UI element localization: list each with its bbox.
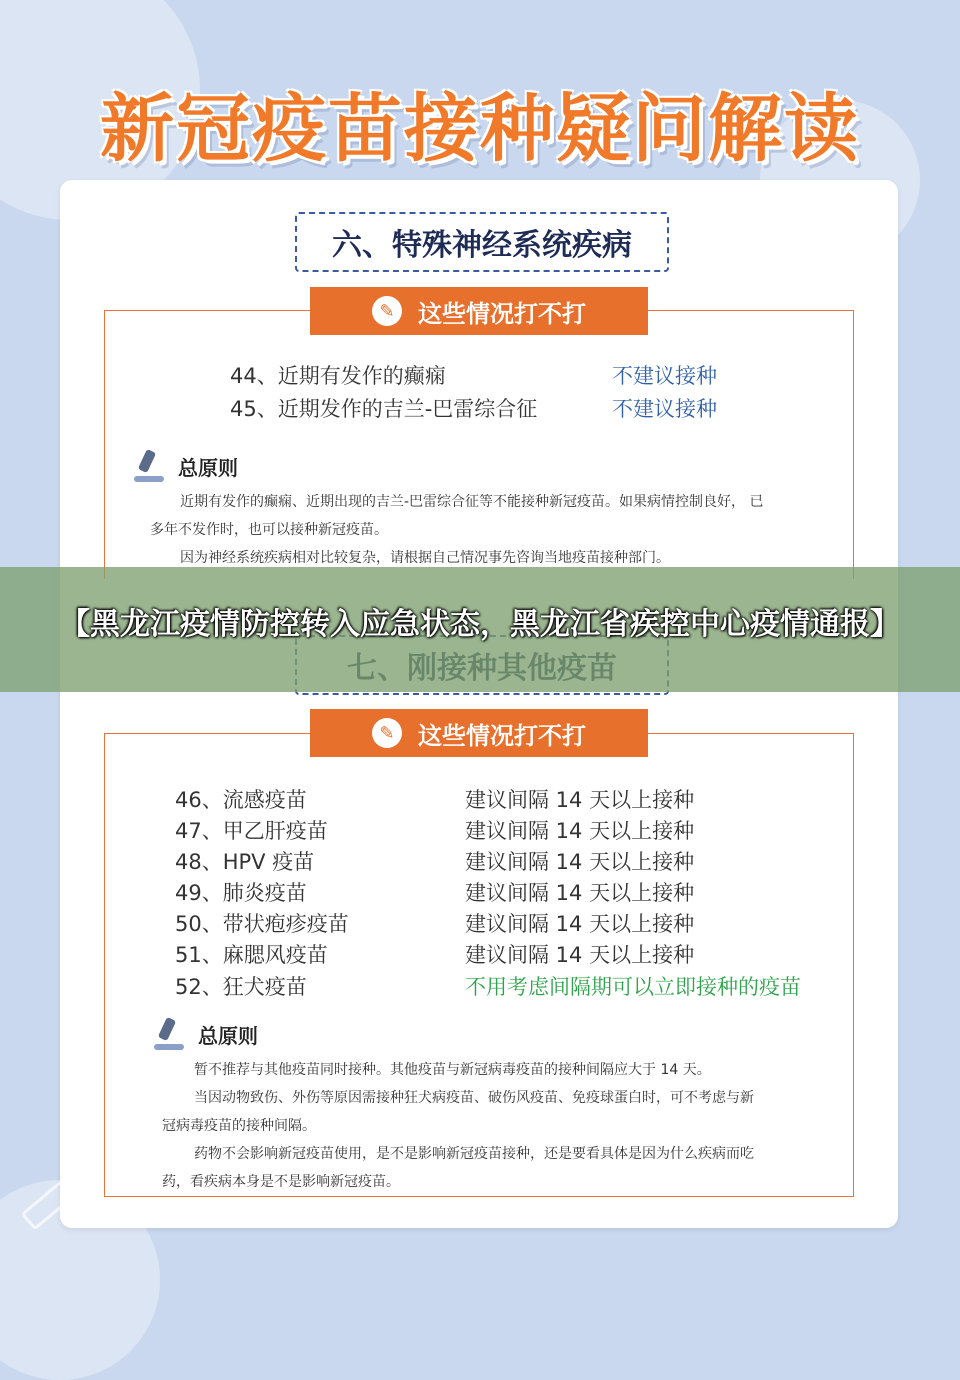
syringe-icon: ✎ [372,296,402,326]
list-item [175,939,328,969]
section6-tab [310,287,648,335]
microscope-icon [152,1016,186,1052]
item-label: 52、狂犬疫苗 [175,975,307,999]
item-label: 49、肺炎疫苗 [175,881,307,905]
main-title: 新冠疫苗接种疑问解读 [100,86,860,172]
principle-line: 当因动物致伤、外伤等原因需接种狂犬病疫苗、破伤风疫苗、免疫球蛋白时，可不考虑与新 [194,1090,754,1106]
list-item-rec [612,393,717,423]
item-recommendation: 建议间隔 14 天以上接种 [465,850,695,874]
principle-line: 冠病毒疫苗的接种间隔。 [162,1118,316,1134]
section6-heading: 六、特殊神经系统疾病 [295,212,669,272]
list-item-rec [465,784,694,814]
principle-title: 总原则 [178,455,238,480]
principle-heading [132,448,238,484]
list-item [230,360,446,390]
item-recommendation: 建议间隔 14 天以上接种 [465,912,695,936]
item-label: 44、近期有发作的癫痫 [230,364,446,388]
list-item-rec [465,815,694,845]
list-item-rec [465,908,694,938]
list-item [175,815,328,845]
principle-line: 多年不发作时，也可以接种新冠疫苗。 [150,522,388,538]
principle-text [162,1056,842,1196]
list-item-rec [465,877,694,907]
principle-line: 药，看疾病本身是不是影响新冠疫苗。 [162,1174,400,1190]
list-item-rec [465,939,694,969]
principle-heading [152,1016,258,1052]
list-item [175,971,307,1001]
principle-line: 药物不会影响新冠疫苗使用，是不是影响新冠疫苗接种，还是要看具体是因为什么疾病而吃 [194,1146,754,1162]
item-label: 45、近期发作的吉兰-巴雷综合征 [230,397,538,421]
principle-line: 因为神经系统疾病相对比较复杂，请根据自己情况事先咨询当地疫苗接种部门。 [180,550,670,566]
item-recommendation: 建议间隔 14 天以上接种 [465,943,695,967]
item-label: 47、甲乙肝疫苗 [175,819,328,843]
principle-line: 近期有发作的癫痫、近期出现的吉兰-巴雷综合征等不能接种新冠疫苗。如果病情控制良好， 已 [180,494,764,510]
principle-text [150,488,840,572]
list-item [175,846,314,876]
item-recommendation: 不建议接种 [612,364,717,388]
item-recommendation: 建议间隔 14 天以上接种 [465,881,695,905]
item-recommendation: 建议间隔 14 天以上接种 [465,819,695,843]
list-item-rec [612,360,717,390]
overlay-banner-text: 【黑龙江疫情防控转入应急状态，黑龙江省疾控中心疫情通报】 [60,607,900,642]
item-label: 51、麻腮风疫苗 [175,943,328,967]
list-item [175,784,307,814]
principle-line: 暂不推荐与其他疫苗同时接种。其他疫苗与新冠病毒疫苗的接种间隔应大于 14 天。 [194,1062,711,1078]
list-item-rec [465,971,801,1001]
microscope-icon [132,448,166,484]
item-recommendation: 建议间隔 14 天以上接种 [465,788,695,812]
list-item [175,908,349,938]
section6-tab-label: 这些情况打不打 [418,299,586,328]
item-label: 48、HPV 疫苗 [175,850,315,874]
item-recommendation: 不建议接种 [612,397,717,421]
principle-title: 总原则 [198,1023,258,1048]
section7-tab-label: 这些情况打不打 [418,721,586,750]
list-item [175,877,307,907]
item-label: 46、流感疫苗 [175,788,307,812]
section7-tab [310,709,648,757]
syringe-icon: ✎ [372,718,402,748]
list-item-rec [465,846,694,876]
list-item [230,393,537,423]
item-label: 50、带状疱疹疫苗 [175,912,349,936]
item-recommendation: 不用考虑间隔期可以立即接种的疫苗 [465,975,801,999]
